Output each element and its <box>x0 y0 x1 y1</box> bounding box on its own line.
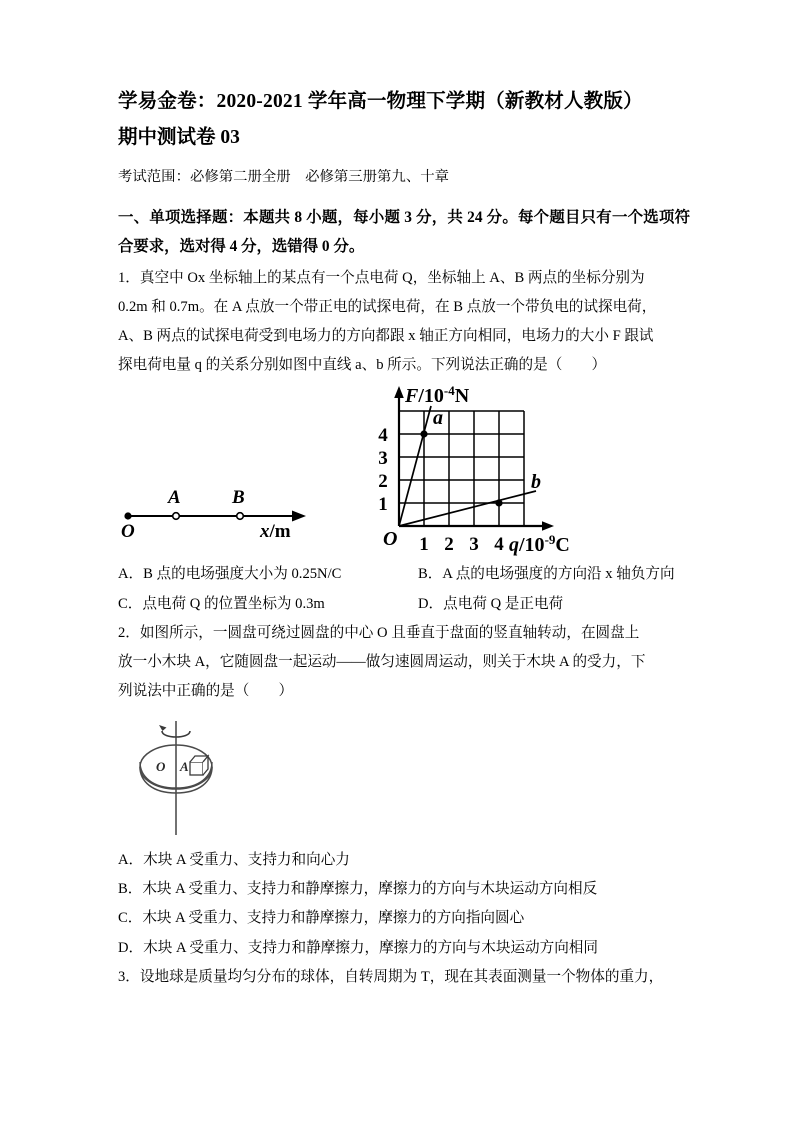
question-1 <box>118 264 690 619</box>
graph-y-tick-4: 4 <box>378 425 388 447</box>
question-2 <box>118 619 690 964</box>
graph-line-b-label: b <box>531 471 541 494</box>
graph-x-tick-4: 4 <box>494 534 504 556</box>
graph-y-tick-3: 3 <box>378 448 388 470</box>
document-title: 学易金卷：2020-2021 学年高一物理下学期（新教材人教版） <box>118 91 643 112</box>
question-1-options <box>118 560 690 618</box>
question-1-line-2: 0.2m 和 0.7m。在 A 点放一个带正电的试探电荷，在 B 点放一个带负电的试探电荷， <box>118 298 657 315</box>
rotating-disk-figure <box>118 715 690 840</box>
question-2-options <box>118 846 690 964</box>
document-subtitle: 期中测试卷 03 <box>118 127 240 149</box>
number-line-label-b: B <box>232 487 245 509</box>
graph-line-a-label: a <box>433 407 443 430</box>
question-1-option-a: A．B 点的电场强度大小为 0.25N/C <box>118 566 342 583</box>
force-charge-graph <box>361 380 611 558</box>
graph-origin-label: O <box>383 528 398 551</box>
question-3 <box>118 963 690 992</box>
question-1-option-d: D．点电荷 Q 是正电荷 <box>418 595 564 612</box>
question-1-option-b: B．A 点的电场强度的方向沿 x 轴负方向 <box>418 566 675 583</box>
question-2-line-3: 列说法中正确的是（ ） <box>118 682 294 699</box>
graph-y-axis-label: $F/10^{-4}N$ <box>405 383 470 408</box>
question-3-line-1: 3．设地球是质量均匀分布的球体，自转周期为 T，现在其表面测量一个物体的重力， <box>118 969 664 986</box>
question-1-line-3: A、B 两点的试探电荷受到电场力的方向都跟 x 轴正方向相同，电场力的大小 F 跟试 <box>118 328 654 345</box>
number-line-axis-label: x/m <box>260 521 291 543</box>
graph-y-tick-1: 1 <box>378 494 388 516</box>
question-1-option-c: C．点电荷 Q 的位置坐标为 0.3m <box>118 595 325 612</box>
exam-scope: 考试范围：必修第二册全册 必修第三册第九、十章 <box>118 168 449 185</box>
question-2-line-2: 放一小木块 A，它随圆盘一起运动——做匀速圆周运动，则关于木块 A 的受力，下 <box>118 653 646 670</box>
question-2-option-d: D．木块 A 受重力、支持力和静摩擦力，摩擦力的方向与木块运动方向相同 <box>118 939 598 956</box>
disk-block-label: A <box>180 758 189 774</box>
graph-point-a <box>420 431 427 438</box>
question-1-line-4: 探电荷电量 q 的关系分别如图中直线 a、b 所示。下列说法正确的是（ ） <box>118 357 607 374</box>
disk-center-label: O <box>156 758 166 774</box>
graph-x-tick-3: 3 <box>469 534 479 556</box>
number-line-figure <box>120 478 320 543</box>
question-2-option-a: A．木块 A 受重力、支持力和向心力 <box>118 851 350 868</box>
question-2-option-b: B．木块 A 受重力、支持力和静摩擦力，摩擦力的方向与木块运动方向相反 <box>118 881 598 897</box>
question-2-option-c: C．木块 A 受重力、支持力和静摩擦力，摩擦力的方向指向圆心 <box>118 910 525 927</box>
graph-y-tick-2: 2 <box>378 471 388 493</box>
disk-block-cube <box>190 756 208 775</box>
section-heading: 一、单项选择题：本题共 8 小题，每小题 3 分，共 24 分。每个题目只有一个选项符合要求，选对得 4 分，选错得 0 分。 <box>118 208 690 256</box>
graph-point-b <box>495 500 502 507</box>
question-1-figures <box>118 382 690 560</box>
question-2-line-1: 2．如图所示，一圆盘可绕过圆盘的中心 O 且垂直于盘面的竖直轴转动，在圆盘上 <box>118 624 640 641</box>
graph-x-tick-1: 1 <box>419 534 429 556</box>
graph-x-axis-label: $q/10^{-9}C$ <box>509 532 570 557</box>
number-line-label-a: A <box>168 487 181 509</box>
graph-x-tick-2: 2 <box>444 534 454 556</box>
question-1-line-1: 1．真空中 Ox 坐标轴上的某点有一个点电荷 Q，坐标轴上 A、B 两点的坐标分别为 <box>118 269 645 286</box>
number-line-origin-label: O <box>121 521 135 543</box>
